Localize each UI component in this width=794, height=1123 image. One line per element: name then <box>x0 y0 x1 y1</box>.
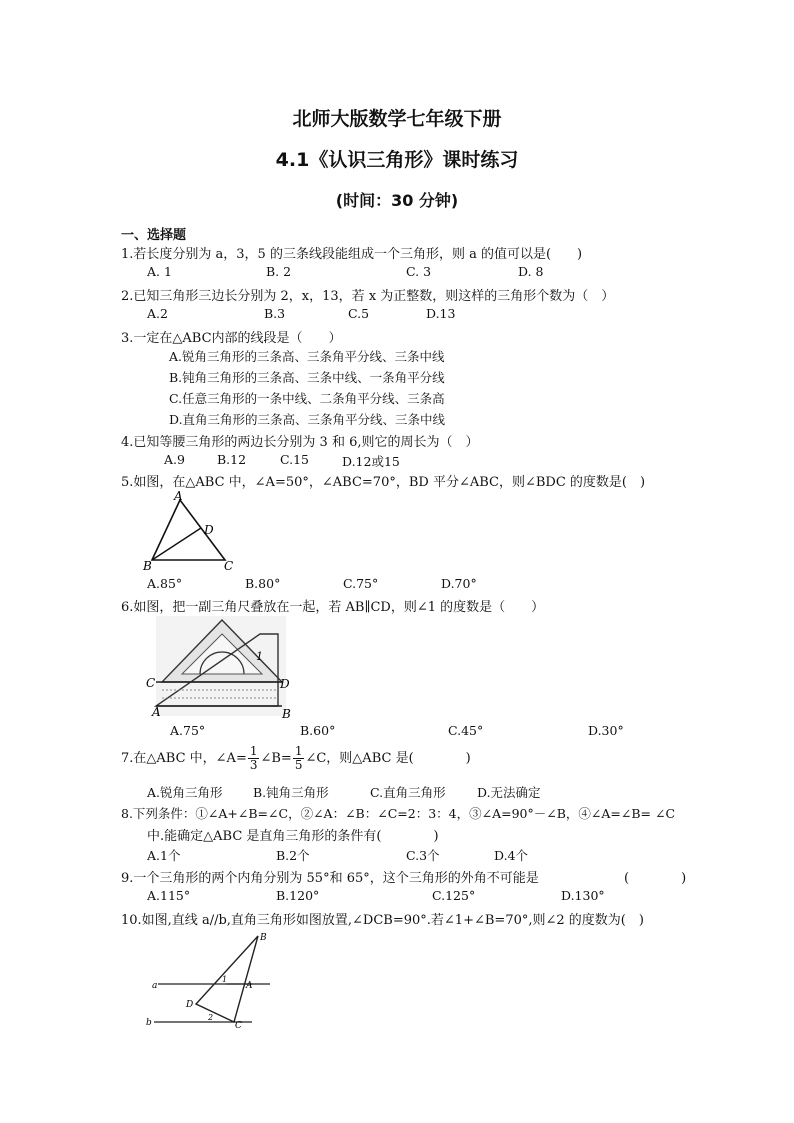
question-10: 10.如图,直线 a//b,直角三角形如图放置,∠DCB=90°.若∠1+∠B=70°,则∠2 的度数为( ) <box>121 913 644 928</box>
q7-option-c: C.直角三角形 <box>370 785 446 800</box>
q2-option-b: B.3 <box>264 306 286 321</box>
q6-label-angle-1: 1 <box>256 650 263 663</box>
q6-option-a: A.75° <box>170 723 206 738</box>
q6-label-a: A <box>152 705 161 719</box>
q5-label-b: B <box>143 559 152 573</box>
q3-option-a: A.锐角三角形的三条高、三条角平分线、三条中线 <box>169 349 445 364</box>
page-title: 北师大版数学七年级下册 <box>292 108 502 130</box>
q9-answer-paren: ( ) <box>624 871 687 886</box>
q5-option-d: D.70° <box>441 576 477 591</box>
question-9: 9.一个三角形的两个内角分别为 55°和 65°，这个三角形的外角不可能是 <box>121 871 539 886</box>
q1-option-a: A. 1 <box>147 264 172 279</box>
q8-option-d: D.4个 <box>494 848 529 863</box>
q9-option-a: A.115° <box>147 888 191 903</box>
question-8-continued: 中.能确定△ABC 是直角三角形的条件有( ) <box>147 829 439 844</box>
q4-option-d: D.12或15 <box>342 454 400 469</box>
question-4: 4.已知等腰三角形的两边长分别为 3 和 6,则它的周长为（ ） <box>121 435 479 450</box>
question-5: 5.如图，在△ABC 中，∠A=50°，∠ABC=70°，BD 平分∠ABC，则∠BDC 的度数是( ) <box>121 475 646 490</box>
q5-label-d: D <box>204 523 214 537</box>
q1-option-d: D. 8 <box>518 264 544 279</box>
q10-label-angle-1: 1 <box>222 975 228 984</box>
q5-label-c: C <box>224 559 234 573</box>
question-2: 2.已知三角形三边长分别为 2，x，13，若 x 为正整数，则这样的三角形个数为（ ） <box>121 289 615 304</box>
q7-option-a: A.锐角三角形 <box>147 785 223 800</box>
q4-option-a: A.9 <box>164 452 185 467</box>
q1-option-b: B. 2 <box>266 264 292 279</box>
q6-set-squares-figure <box>142 612 300 722</box>
q10-parallel-lines-figure <box>142 928 282 1032</box>
q10-label-line-a: a <box>152 981 158 991</box>
q10-label-angle-2: 2 <box>208 1013 214 1022</box>
q7-option-d: D.无法确定 <box>477 785 541 800</box>
q9-option-b: B.120° <box>276 888 320 903</box>
q5-label-a: A <box>174 489 183 503</box>
q4-option-c: C.15 <box>280 452 309 467</box>
q10-label-b: B <box>260 933 267 943</box>
q10-label-c: C <box>235 1021 242 1031</box>
q3-option-d: D.直角三角形的三条高、三条角平分线、三条中线 <box>169 412 446 427</box>
q5-option-b: B.80° <box>245 576 281 591</box>
q1-option-c: C. 3 <box>406 264 432 279</box>
section-heading: 一、选择题 <box>121 228 187 243</box>
question-3: 3.一定在△ABC内部的线段是（ ） <box>121 331 342 346</box>
q10-label-d: D <box>186 1000 194 1010</box>
q7-option-b: B.钝角三角形 <box>253 785 329 800</box>
q6-option-c: C.45° <box>448 723 484 738</box>
time-limit: (时间：30 分钟) <box>335 191 459 210</box>
question-7: 7.在△ABC 中，∠A= $\frac{1}{3}$ ∠B= $\frac{1}{5}$ ∠C，则△ABC 是( ) <box>121 744 471 772</box>
triangle-abc <box>152 500 225 560</box>
fraction-one-third: $\frac{1}{3}$ <box>249 744 258 772</box>
q3-option-b: B.钝角三角形的三条高、三条中线、一条角平分线 <box>169 370 445 385</box>
q9-option-d: D.130° <box>561 888 605 903</box>
q10-label-line-b: b <box>146 1018 152 1028</box>
q8-option-c: C.3个 <box>406 848 440 863</box>
q5-triangle-figure <box>140 488 250 576</box>
q2-option-d: D.13 <box>426 306 456 321</box>
q9-option-c: C.125° <box>432 888 476 903</box>
q10-label-a-point: A <box>246 981 253 991</box>
q8-option-a: A.1个 <box>147 848 181 863</box>
q6-label-d: D <box>280 677 290 691</box>
q2-option-a: A.2 <box>147 306 168 321</box>
q6-option-d: D.30° <box>588 723 624 738</box>
q5-option-a: A.85° <box>147 576 183 591</box>
q6-label-c: C <box>146 676 156 690</box>
fraction-one-fifth: $\frac{1}{5}$ <box>294 744 303 772</box>
page-subtitle: 4.1《认识三角形》课时练习 <box>275 149 519 171</box>
q5-option-c: C.75° <box>343 576 379 591</box>
q8-option-b: B.2个 <box>276 848 310 863</box>
q6-option-b: B.60° <box>300 723 336 738</box>
question-6: 6.如图，把一副三角尺叠放在一起，若 AB∥CD，则∠1 的度数是（ ） <box>121 600 545 615</box>
question-8: 8.下列条件：①∠A+∠B=∠C，②∠A：∠B：∠C=2：3：4，③∠A=90°－∠B，④∠A=∠B= ∠C <box>121 806 676 821</box>
q6-label-b: B <box>282 707 291 721</box>
question-1: 1.若长度分别为 a，3，5 的三条线段能组成一个三角形，则 a 的值可以是( ) <box>121 247 583 262</box>
q4-option-b: B.12 <box>217 452 247 467</box>
q2-option-c: C.5 <box>348 306 370 321</box>
q3-option-c: C.任意三角形的一条中线、二条角平分线、三条高 <box>169 391 445 406</box>
